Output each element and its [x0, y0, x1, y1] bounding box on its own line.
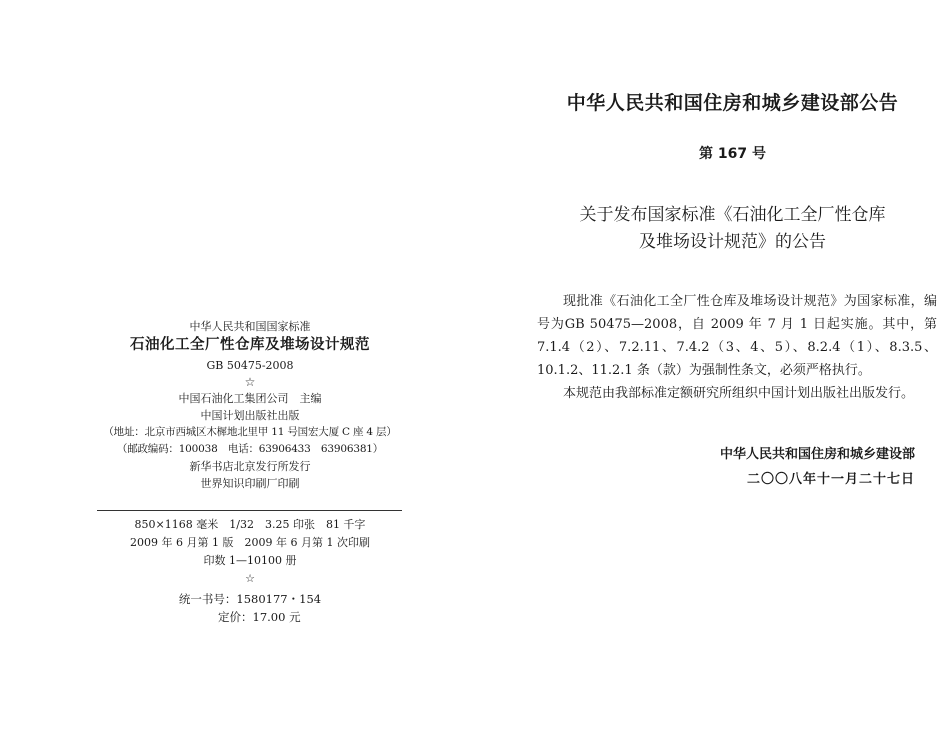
- price: 定价：17.00 元: [218, 610, 301, 624]
- announcement-title-line: 及堆场设计规范》的公告: [639, 232, 826, 252]
- colophon-lower: [90, 516, 410, 626]
- divider-line: [97, 510, 402, 511]
- unified-book-number: 统一书号：1580177・154: [178, 592, 322, 606]
- standard-code: GB 50475-2008: [206, 359, 294, 372]
- announcement-page: [475, 0, 950, 735]
- announcement-title: [475, 202, 950, 256]
- book-title: 石油化工全厂性仓库及堆场设计规范: [130, 337, 370, 353]
- announcement-title-line: 关于发布国家标准《石油化工全厂性仓库: [579, 205, 886, 225]
- book-format: 850×1168 毫米 1/32 3.25 印张 81 千字: [134, 518, 366, 531]
- body-paragraph: 现批准《石油化工全厂性仓库及堆场设计规范》为国家标准，编号为GB 50475—2008，自 2009 年 7 月 1 日起实施。其中，第 7.1.4（2）、7.2.11、7.4.2（3、4、5）、8.2.4（1）、8.3.5、10.1.2、11.2.1 条（款）为强制性条文，必须严格执行。: [537, 294, 937, 378]
- announcement-body: [537, 290, 937, 405]
- star-ornament-icon: ☆: [244, 375, 256, 389]
- printer: 世界知识印刷厂印刷: [200, 477, 300, 490]
- chief-editor: 中国石油化工集团公司 主编: [178, 392, 322, 405]
- distributor: 新华书店北京发行所发行: [189, 460, 311, 473]
- standard-series-label: 中华人民共和国国家标准: [189, 320, 311, 333]
- print-run: 印数 1—10100 册: [203, 554, 297, 567]
- postcode-phone: （邮政编码：100038 电话：63906433 63906381）: [116, 443, 384, 455]
- colophon-upper: [90, 318, 410, 492]
- edition-info: 2009 年 6 月第 1 版 2009 年 6 月第 1 次印刷: [130, 536, 370, 549]
- announcement-number: 第 167 号: [699, 146, 766, 162]
- issuing-authority: 中华人民共和国住房和城乡建设部: [719, 447, 915, 462]
- issue-date: 二〇〇八年十一月二十七日: [746, 472, 915, 487]
- publisher-address: （地址：北京市西城区木樨地北里甲 11 号国宏大厦 C 座 4 层）: [103, 426, 397, 438]
- publisher: 中国计划出版社出版: [200, 409, 300, 422]
- body-paragraph: 本规范由我部标准定额研究所组织中国计划出版社出版发行。: [563, 386, 915, 401]
- star-ornament-icon: ☆: [245, 572, 255, 585]
- announcement-header: 中华人民共和国住房和城乡建设部公告: [566, 92, 899, 114]
